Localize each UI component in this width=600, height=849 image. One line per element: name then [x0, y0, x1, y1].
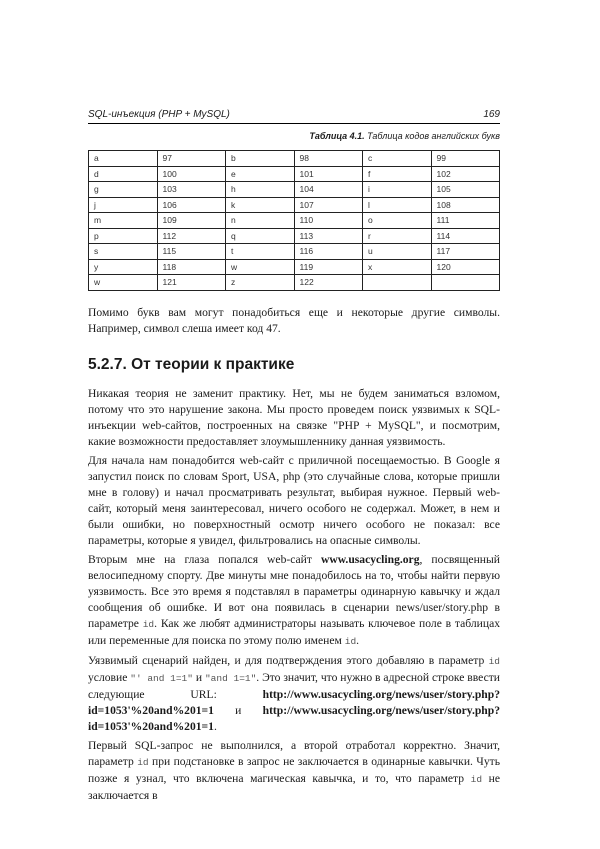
text-run: . Как же любят администраторы называть ключевое поле в таблицах или переменные для поиска по этому полю именем	[88, 617, 501, 647]
code-cell: 103	[157, 182, 226, 198]
body-text	[88, 305, 500, 807]
code-cell: 109	[157, 213, 226, 229]
letter-cell: z	[226, 275, 295, 291]
bold-text: http://www.usacycling.org/news/user/story.php?id=1053'%20and%201=1	[88, 688, 500, 717]
code-cell: 122	[294, 275, 363, 291]
code-cell: 101	[294, 166, 363, 182]
letter-cell: e	[226, 166, 295, 182]
letter-cell: r	[363, 228, 432, 244]
letter-cell: w	[226, 259, 295, 275]
paragraph	[88, 386, 500, 450]
letter-cell: a	[89, 151, 158, 167]
letter-cell	[363, 275, 432, 291]
text-run: Уязвимый сценарий найден, и для подтверждения этого добавляю в параметр	[88, 654, 489, 667]
paragraph	[88, 738, 500, 804]
code-cell: 117	[431, 244, 500, 260]
text-run: и	[213, 704, 263, 717]
code-cell: 100	[157, 166, 226, 182]
code-cell: 98	[294, 151, 363, 167]
running-header	[88, 109, 500, 124]
code-text: id	[470, 774, 483, 785]
table-row	[89, 213, 500, 229]
text-run: Для начала нам понадобится web-сайт с приличной посещаемостью. В Google я запустил поиск по словам Sport, USA, php (это случайные слова, которые пришли мне в голову) и начал просматривать результат, выбирая нужное. Первый web-сайт, который меня заинтересовал, ничего особого не содержал. Может, в нем и были ошибки, но поверхностный осмотр ничего особого не показал: все параметры, которые я увидел, фильтровались на опасные символы.	[88, 454, 500, 547]
letter-cell: g	[89, 182, 158, 198]
text-run: Первый SQL-запрос не выполнился, а второй отработал корректно. Значит, параметр	[88, 739, 500, 768]
letter-cell: p	[89, 228, 158, 244]
code-text: id	[137, 757, 149, 768]
code-cell	[431, 275, 500, 291]
text-run: и	[192, 671, 205, 684]
code-cell: 118	[157, 259, 226, 275]
letter-cell: s	[89, 244, 158, 260]
header-title: SQL-инъекция (PHP + MySQL)	[88, 109, 230, 120]
table-row	[89, 151, 500, 167]
code-text: id	[344, 636, 357, 647]
intro-paragraph: Помимо букв вам могут понадобиться еще и некоторые другие символы. Например, символ слеша имеет код 47.	[88, 306, 500, 335]
caption-text: Таблица кодов английских букв	[364, 131, 500, 141]
letter-codes-table	[88, 150, 500, 291]
text-run: условие	[88, 671, 131, 684]
code-cell: 114	[431, 228, 500, 244]
code-cell: 105	[431, 182, 500, 198]
letter-cell: l	[363, 197, 432, 213]
letter-cell: y	[89, 259, 158, 275]
code-cell: 120	[431, 259, 500, 275]
code-cell: 112	[157, 228, 226, 244]
table-row	[89, 197, 500, 213]
table-row	[89, 228, 500, 244]
code-cell: 111	[431, 213, 500, 229]
letter-cell: t	[226, 244, 295, 260]
bold-text: www.usacycling.org	[320, 553, 420, 566]
code-cell: 119	[294, 259, 363, 275]
table-row	[89, 166, 500, 182]
code-cell: 102	[431, 166, 500, 182]
letter-cell: k	[226, 197, 295, 213]
code-cell: 107	[294, 197, 363, 213]
code-cell: 106	[157, 197, 226, 213]
table-row	[89, 182, 500, 198]
letter-cell: n	[226, 213, 295, 229]
table-row	[89, 275, 500, 291]
code-cell: 99	[431, 151, 500, 167]
caption-label: Таблица 4.1.	[309, 131, 365, 141]
code-text: id	[142, 619, 155, 630]
code-cell: 104	[294, 182, 363, 198]
letter-cell: d	[89, 166, 158, 182]
code-text: "' and 1=1"	[130, 673, 193, 684]
letter-cell: x	[363, 259, 432, 275]
letter-cell: w	[89, 275, 158, 291]
letter-cell: u	[363, 244, 432, 260]
code-cell: 121	[157, 275, 226, 291]
code-text: id	[488, 656, 500, 667]
code-cell: 113	[294, 228, 363, 244]
code-cell: 115	[157, 244, 226, 260]
code-cell: 108	[431, 197, 500, 213]
page-number: 169	[483, 109, 500, 120]
paragraph	[88, 552, 500, 650]
section-heading: 5.2.7. От теории к практике	[88, 356, 295, 373]
table-row	[89, 244, 500, 260]
letter-cell: m	[89, 213, 158, 229]
text-run: .	[213, 720, 217, 733]
code-cell: 97	[157, 151, 226, 167]
letter-cell: c	[363, 151, 432, 167]
letter-cell: j	[89, 197, 158, 213]
table-row	[89, 259, 500, 275]
code-cell: 116	[294, 244, 363, 260]
text-run: .	[356, 634, 360, 647]
code-text: "and 1=1"	[204, 673, 257, 684]
code-cell: 110	[294, 213, 363, 229]
table-caption	[309, 131, 500, 141]
paragraph	[88, 653, 500, 735]
letter-cell: b	[226, 151, 295, 167]
letter-cell: h	[226, 182, 295, 198]
text-run: не заключается в	[88, 772, 500, 802]
bold-text: http://www.usacycling.org/news/user/story.php?id=1053'%20and%201=1	[88, 704, 500, 733]
letter-cell: f	[363, 166, 432, 182]
text-run: Никакая теория не заменит практику. Нет, мы не будем заниматься взломом, потому что это нарушение закона. Мы просто проведем поиск уязвимых к SQL-инъекции web-сайтов, построенных на связке "PHP + MySQL", и посмотрим, какие возможности предоставляет злоумышленнику данная уязвимость.	[88, 387, 500, 448]
text-run: , посвященный велосипедному спорту. Две минуты мне понадобилось на то, чтобы найти первую уязвимость. Все это время я подставлял в параметры одинарную кавычку и ждал сообщения об ошибке. И вот она появилась в сценарии news/user/story.php в параметре	[88, 553, 500, 630]
paragraph	[88, 453, 500, 549]
letter-cell: i	[363, 182, 432, 198]
letter-cell: o	[363, 213, 432, 229]
text-run: Вторым мне на глаза попался web-сайт	[88, 553, 321, 566]
text-run: при подстановке в запрос не заключается в одинарные кавычки. Чуть позже я узнал, что включена магическая кавычка, и то, что параметр	[88, 755, 500, 785]
text-run: . Это значит, что нужно в адресной строке ввести следующие URL:	[88, 671, 501, 701]
letter-cell: q	[226, 228, 295, 244]
